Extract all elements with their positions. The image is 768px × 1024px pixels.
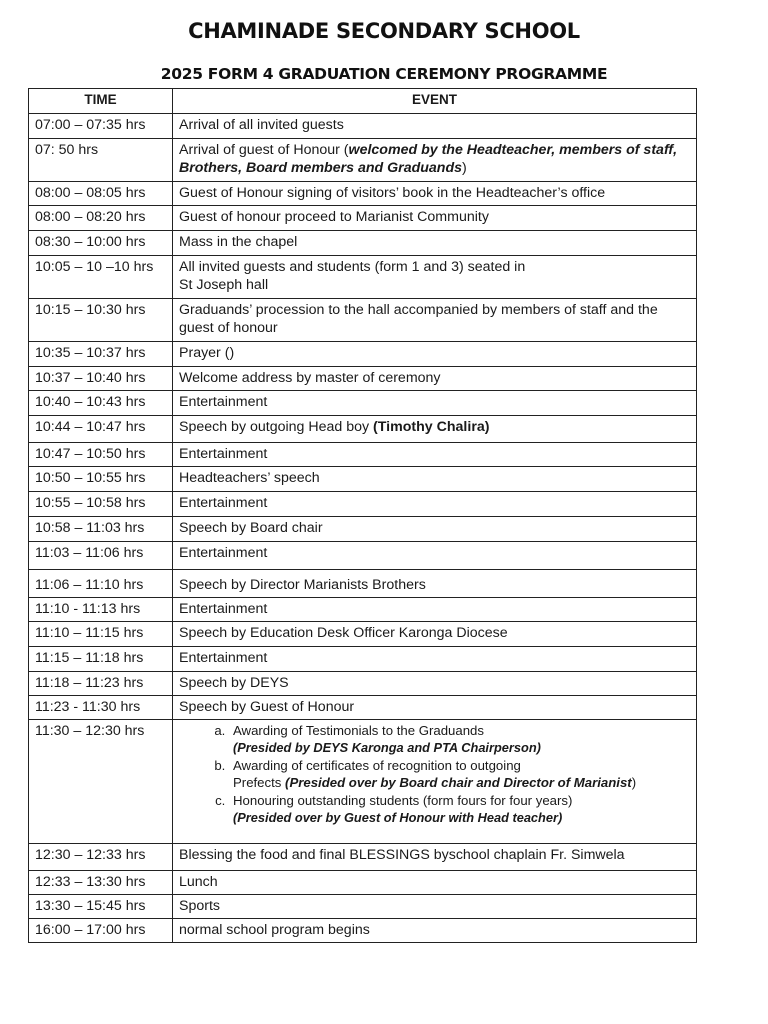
- event-cell: Prayer (): [173, 342, 697, 367]
- time-cell: 11:03 – 11:06 hrs: [29, 542, 173, 570]
- event-cell: Welcome address by master of ceremony: [173, 367, 697, 391]
- time-cell: 10:55 – 10:58 hrs: [29, 492, 173, 517]
- time-cell: 10:47 – 10:50 hrs: [29, 443, 173, 467]
- event-text: Speech by outgoing Head boy: [179, 419, 374, 435]
- time-cell: 11:30 – 12:30 hrs: [29, 720, 173, 844]
- table-row: [29, 871, 697, 895]
- table-row: [29, 299, 697, 342]
- time-cell: 07: 50 hrs: [29, 139, 173, 182]
- time-cell: 10:50 – 10:55 hrs: [29, 467, 173, 492]
- event-cell: Blessing the food and final BLESSINGS byschool chaplain Fr. Simwela: [173, 844, 697, 871]
- time-cell: 11:06 – 11:10 hrs: [29, 570, 173, 598]
- time-cell: 11:18 – 11:23 hrs: [29, 672, 173, 696]
- time-cell: 10:35 – 10:37 hrs: [29, 342, 173, 367]
- table-row: [29, 467, 697, 492]
- award-note: (Presided over by Board chair and Director of Marianist: [285, 775, 632, 790]
- time-cell: 10:40 – 10:43 hrs: [29, 391, 173, 416]
- table-row: [29, 367, 697, 391]
- table-row: [29, 570, 697, 598]
- table-row: [29, 492, 697, 517]
- time-cell: 10:37 – 10:40 hrs: [29, 367, 173, 391]
- time-cell: 08:00 – 08:20 hrs: [29, 206, 173, 231]
- event-cell: Entertainment: [173, 647, 697, 672]
- table-row: [29, 517, 697, 542]
- award-text: Awarding of Testimonials to the Graduands: [233, 723, 484, 738]
- event-cell: Entertainment: [173, 598, 697, 622]
- event-cell: [173, 139, 697, 182]
- event-cell: Guest of Honour signing of visitors’ book in the Headteacher’s office: [173, 182, 697, 206]
- table-row: [29, 231, 697, 256]
- table-row: [29, 256, 697, 299]
- time-cell: 10:05 – 10 –10 hrs: [29, 256, 173, 299]
- award-item: [229, 792, 690, 826]
- table-row: [29, 206, 697, 231]
- time-cell: 11:23 - 11:30 hrs: [29, 696, 173, 720]
- time-cell: 10:15 – 10:30 hrs: [29, 299, 173, 342]
- table-row: [29, 416, 697, 443]
- event-text-line2: St Joseph hall: [179, 277, 269, 293]
- event-cell: Graduands’ procession to the hall accompanied by members of staff and the guest of honour: [173, 299, 697, 342]
- time-cell: 11:10 - 11:13 hrs: [29, 598, 173, 622]
- event-note: welcomed by the Headteacher, members of staff, Brothers, Board members and Graduands: [179, 142, 678, 176]
- event-text: All invited guests and students (form 1 and 3) seated in: [179, 259, 526, 275]
- event-cell: [173, 416, 697, 443]
- event-cell: Guest of honour proceed to Marianist Community: [173, 206, 697, 231]
- time-cell: 12:30 – 12:33 hrs: [29, 844, 173, 871]
- table-row: [29, 720, 697, 844]
- event-cell: Speech by Guest of Honour: [173, 696, 697, 720]
- award-text: Honouring outstanding students (form fours for four years): [233, 793, 573, 808]
- award-item: [229, 757, 690, 791]
- time-cell: 16:00 – 17:00 hrs: [29, 919, 173, 943]
- time-cell: 12:33 – 13:30 hrs: [29, 871, 173, 895]
- time-cell: 08:00 – 08:05 hrs: [29, 182, 173, 206]
- time-cell: 13:30 – 15:45 hrs: [29, 895, 173, 919]
- award-item: [229, 722, 690, 756]
- event-column-header: EVENT: [173, 89, 697, 114]
- table-row: [29, 443, 697, 467]
- event-text-end: ): [462, 160, 467, 176]
- event-cell: Speech by Education Desk Officer Karonga Diocese: [173, 622, 697, 647]
- time-cell: 07:00 – 07:35 hrs: [29, 114, 173, 139]
- event-cell: Headteachers’ speech: [173, 467, 697, 492]
- table-row: [29, 919, 697, 943]
- award-note: (Presided over by Guest of Honour with Head teacher): [233, 810, 563, 825]
- programme-title: 2025 FORM 4 GRADUATION CEREMONY PROGRAMME: [160, 65, 608, 83]
- table-row: [29, 696, 697, 720]
- event-cell: Lunch: [173, 871, 697, 895]
- time-cell: 11:10 – 11:15 hrs: [29, 622, 173, 647]
- event-cell: Entertainment: [173, 492, 697, 517]
- table-row: [29, 391, 697, 416]
- programme-table: [28, 88, 697, 943]
- award-note: (Presided by DEYS Karonga and PTA Chairperson): [233, 740, 541, 755]
- event-name: (Timothy Chalira): [373, 419, 490, 435]
- table-row: [29, 844, 697, 871]
- table-row: [29, 647, 697, 672]
- award-text: Awarding of certificates of recognition to outgoing: [233, 758, 521, 773]
- table-row: [29, 622, 697, 647]
- table-row: [29, 139, 697, 182]
- table-row: [29, 598, 697, 622]
- event-cell: Mass in the chapel: [173, 231, 697, 256]
- table-header-row: [29, 89, 697, 114]
- table-row: [29, 542, 697, 570]
- event-cell: [173, 720, 697, 844]
- event-cell: Entertainment: [173, 391, 697, 416]
- award-text-line2: Prefects: [233, 775, 286, 790]
- time-cell: 11:15 – 11:18 hrs: [29, 647, 173, 672]
- event-cell: Entertainment: [173, 443, 697, 467]
- table-row: [29, 895, 697, 919]
- time-cell: 10:44 – 10:47 hrs: [29, 416, 173, 443]
- event-cell: [173, 256, 697, 299]
- time-column-header: TIME: [29, 89, 173, 114]
- event-cell: Arrival of all invited guests: [173, 114, 697, 139]
- event-cell: Entertainment: [173, 542, 697, 570]
- table-row: [29, 114, 697, 139]
- event-cell: normal school program begins: [173, 919, 697, 943]
- event-cell: Speech by Board chair: [173, 517, 697, 542]
- table-row: [29, 342, 697, 367]
- table-row: [29, 182, 697, 206]
- event-cell: Speech by Director Marianists Brothers: [173, 570, 697, 598]
- event-cell: Speech by DEYS: [173, 672, 697, 696]
- award-note-end: ): [631, 775, 637, 790]
- awards-list: [179, 722, 690, 835]
- time-cell: 10:58 – 11:03 hrs: [29, 517, 173, 542]
- event-cell: Sports: [173, 895, 697, 919]
- table-row: [29, 672, 697, 696]
- school-name: CHAMINADE SECONDARY SCHOOL: [188, 19, 580, 43]
- time-cell: 08:30 – 10:00 hrs: [29, 231, 173, 256]
- event-text: Arrival of guest of Honour (: [179, 142, 349, 158]
